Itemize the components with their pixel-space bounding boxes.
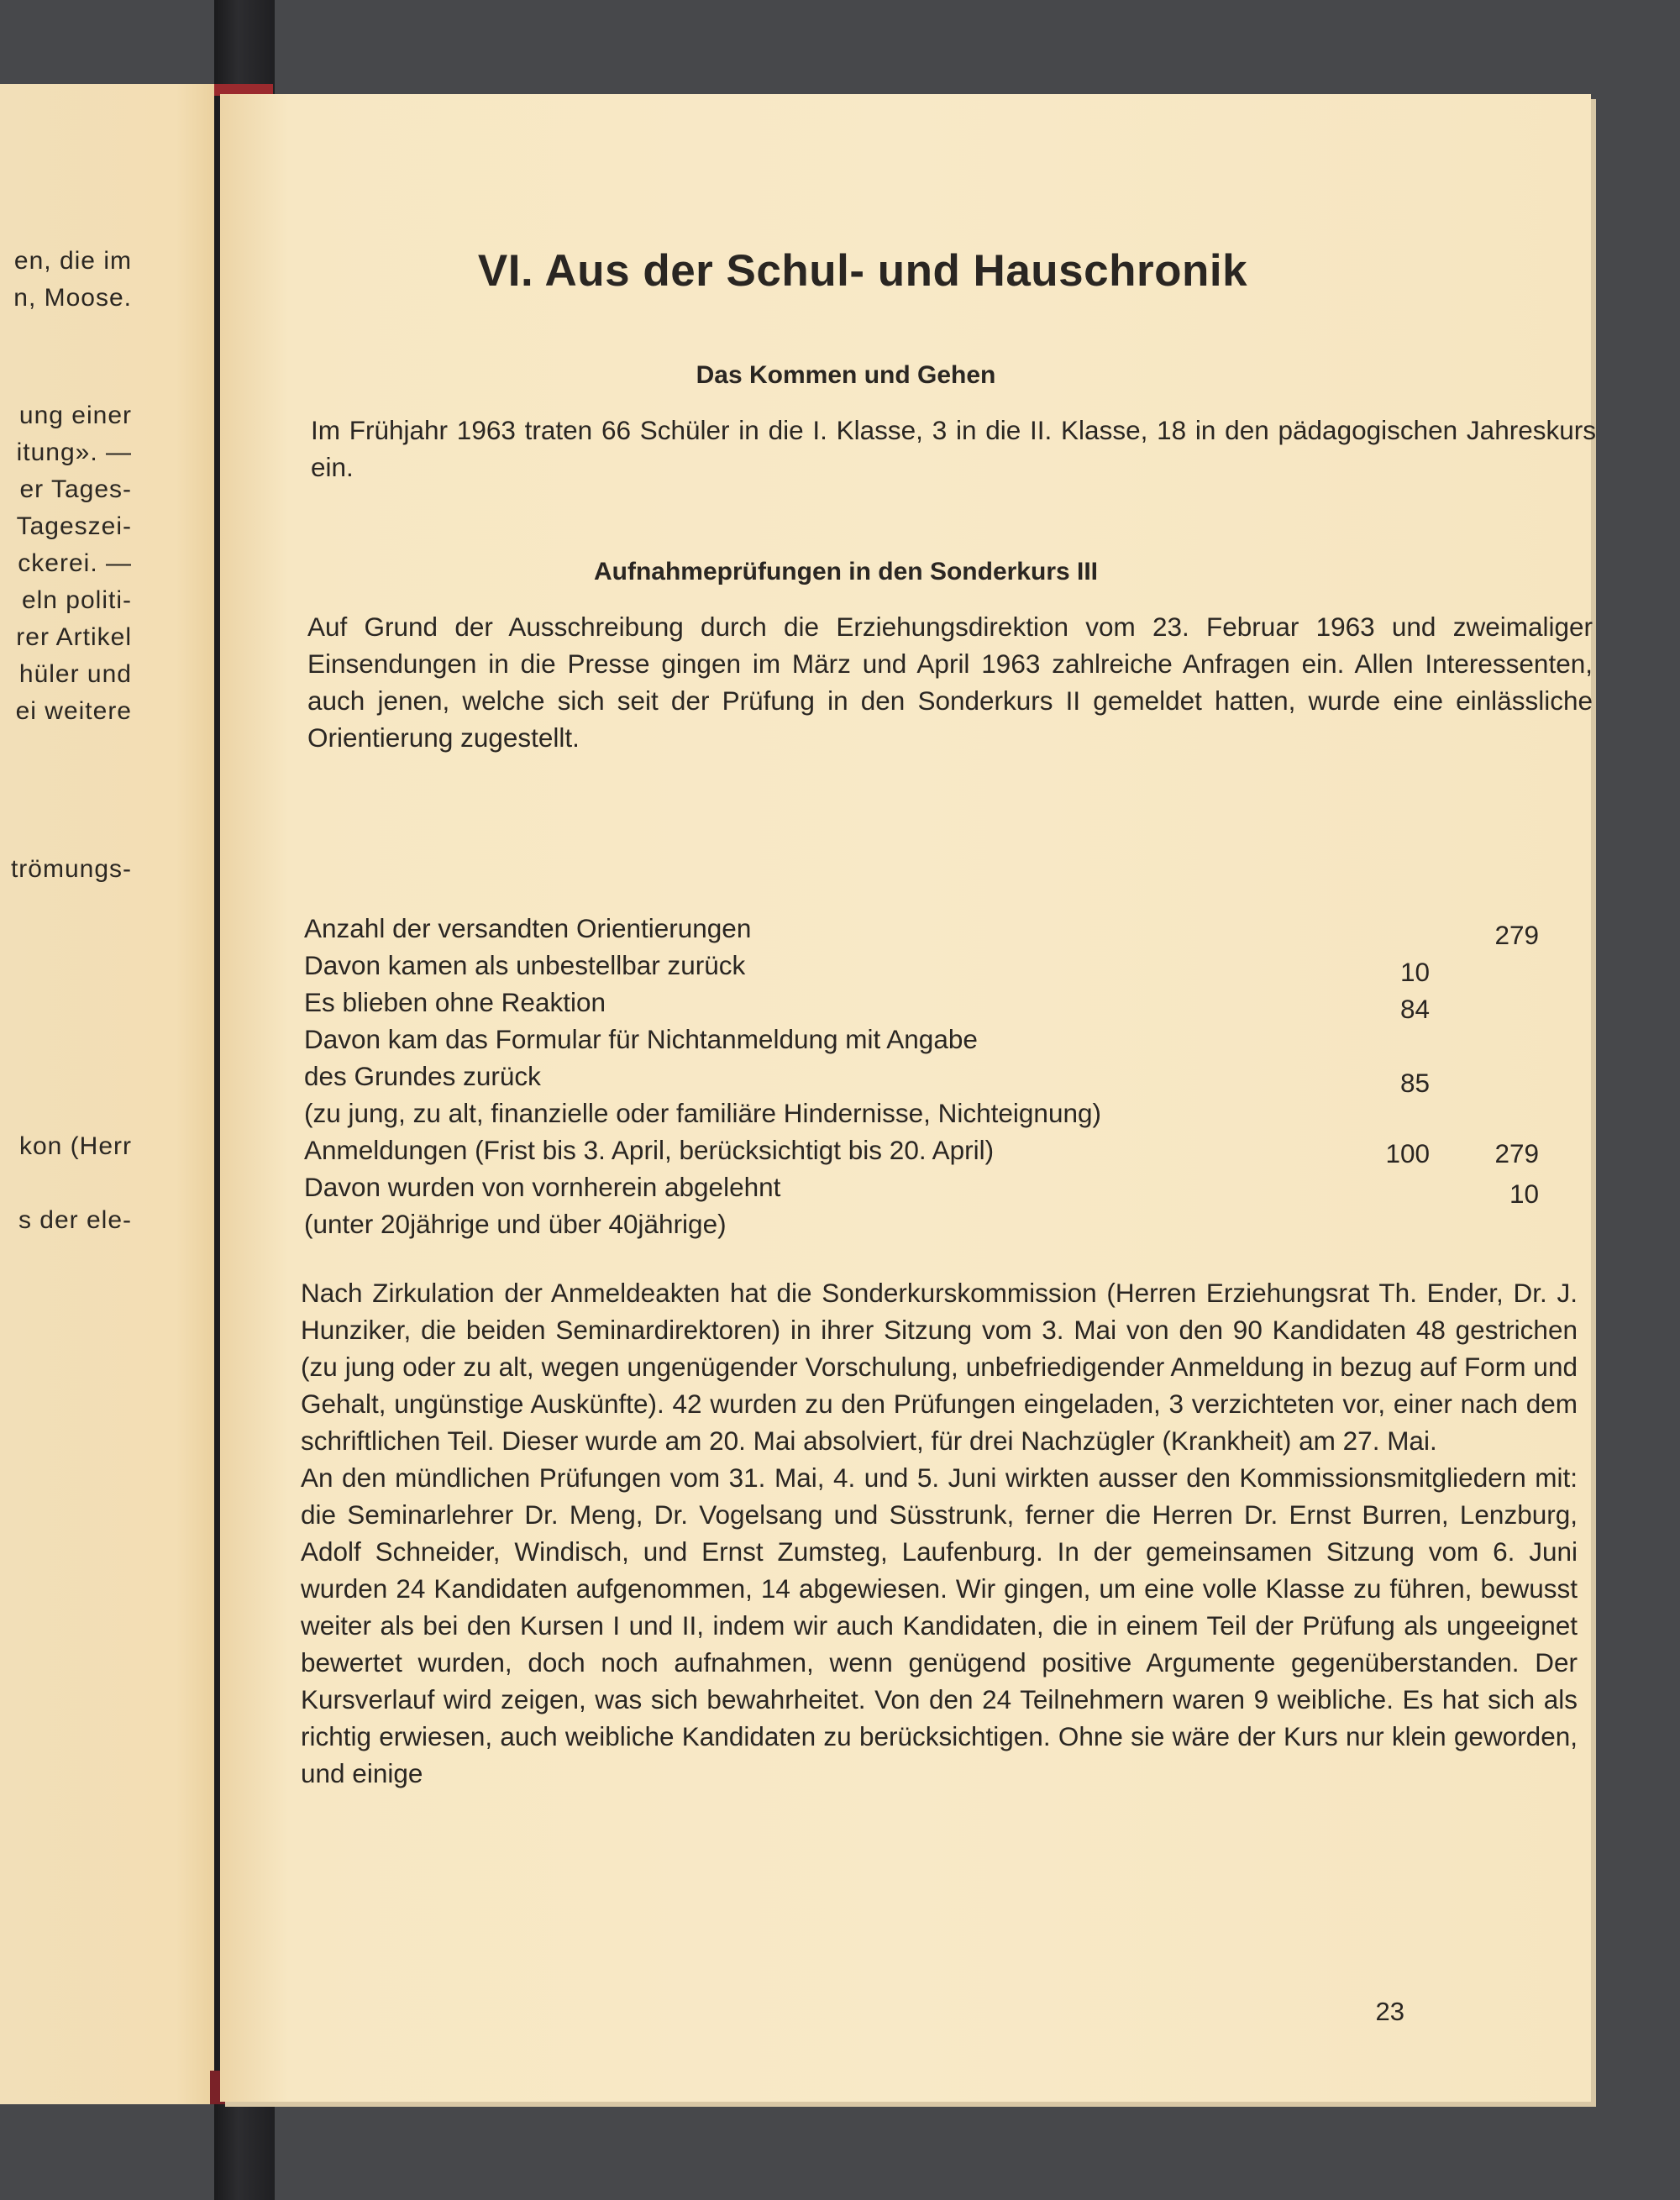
section-heading: Aufnahmeprüfungen in den Sonderkurs III <box>593 558 1099 585</box>
stat-total: 279 <box>1494 920 1539 950</box>
paragraph-text: Auf Grund der Ausschreibung durch die Erziehungsdirektion vom 23. Februar 1963 und zweimaliger Einsendungen in die Presse gingen im März und April 1963 zahlreiche Anfragen ein. Allen Interessenten, auch jenen, welche sich seit der Prüfung in den Sonderkurs II gemeldet hatten, wurde eine einlässliche Orientierung zugestellt. <box>307 612 1593 753</box>
left-page-line: itung». — <box>16 438 132 466</box>
left-page-line: rer Artikel <box>16 623 132 651</box>
paragraph <box>311 412 1596 486</box>
stat-row <box>304 1172 1598 1209</box>
stat-row <box>304 1061 1598 1098</box>
paragraph-text: Im Frühjahr 1963 traten 66 Schüler in die I. Klasse, 3 in die II. Klasse, 18 in den pädagogischen Jahreskurs ein. <box>311 415 1596 482</box>
stat-label: (unter 20jährige und über 40jährige) <box>304 1209 727 1239</box>
left-page-line: hüler und <box>18 660 132 688</box>
left-facing-page <box>0 84 220 2104</box>
left-page-line: ckerei. — <box>18 549 132 577</box>
stat-label: Davon kam das Formular für Nichtanmeldung mit Angabe <box>304 1024 978 1054</box>
stat-label: Davon kamen als unbestellbar zurück <box>304 950 746 980</box>
stat-label: Anmeldungen (Frist bis 3. April, berücksichtigt bis 20. April) <box>304 1135 995 1165</box>
stat-row <box>304 987 1598 1024</box>
left-page-line: n, Moose. <box>13 284 132 312</box>
stat-total: 10 <box>1509 1179 1539 1209</box>
stat-label: Es blieben ohne Reaktion <box>304 987 606 1017</box>
stat-value: 100 <box>1385 1138 1430 1168</box>
left-page-line: ei weitere <box>15 697 132 725</box>
stat-row <box>304 1098 1598 1135</box>
stat-row <box>304 913 1598 950</box>
paragraph-text: Nach Zirkulation der Anmeldeakten hat die Sonderkurskommission (Herren Erziehungsrat Th. Ender, Dr. J. Hunziker, die beiden Seminardirektoren) in ihrer Sitzung vom 3. Mai von den 90 Kandidaten 48 gestrichen (zu jung oder zu alt, wegen ungenügender Vorschulung, unbefriedigender Anmeldung in bezug auf Form und Gehalt, ungünstige Auskünfte). 42 wurden zu den Prüfungen eingeladen, 3 verzichteten vor, einer nach dem schriftlichen Teil. Dieser wurde am 20. Mai absolviert, für drei Nachzügler (Krankheit) am 27. Mai. <box>301 1278 1578 1456</box>
left-page-line: s der ele- <box>18 1206 132 1234</box>
paragraph <box>301 1274 1578 1792</box>
stat-row <box>304 1024 1598 1061</box>
paragraph-text: An den mündlichen Prüfungen vom 31. Mai, 4. und 5. Juni wirkten ausser den Kommissionsmitgliedern mit: die Seminarlehrer Dr. Meng, Dr. Vogelsang und Süsstrunk, ferner die Herren Dr. Ernst Burren, Lenzburg, Adolf Schneider, Windisch, und Ernst Zumsteg, Laufenburg. In der gemeinsamen Sitzung vom 6. Juni wurden 24 Kandidaten aufgenommen, 14 abgewiesen. Wir gingen, um eine volle Klasse zu führen, bewusst weiter als bei den Kursen I und II, indem wir auch Kandidaten, die in einem Teil der Prüfung als ungeeignet bewertet wurden, doch noch aufnahmen, wenn genügend positive Argumente gegenüberstanden. Der Kursverlauf wird zeigen, was sich bewahrheitet. Von den 24 Teilnehmern waren 9 weibliche. Es hat sich als richtig erwiesen, auch weibliche Kandidaten zu berücksichtigen. Ohne sie wäre der Kurs nur klein geworden, und einige <box>301 1462 1578 1788</box>
left-page-line: eln politi- <box>21 586 132 614</box>
stat-label: Davon wurden von vornherein abgelehnt <box>304 1172 781 1202</box>
left-page-line: kon (Herr <box>18 1132 132 1160</box>
left-page-line: en, die im <box>13 247 132 275</box>
stat-value: 84 <box>1399 994 1430 1024</box>
left-page-line: er Tages- <box>19 475 132 503</box>
stat-row <box>304 1135 1598 1172</box>
chapter-title: VI. Aus der Schul- und Hauschronik <box>477 246 1248 296</box>
left-page-line: Tageszei- <box>16 512 132 540</box>
stat-value: 10 <box>1399 957 1430 987</box>
left-page-line: ung einer <box>18 402 132 429</box>
stat-row <box>304 950 1598 987</box>
stat-label: (zu jung, zu alt, finanzielle oder familiäre Hindernisse, Nichteignung) <box>304 1098 1101 1128</box>
stat-value: 85 <box>1399 1068 1430 1098</box>
stat-label: Anzahl der versandten Orientierungen <box>304 913 752 943</box>
left-page-line: trömungs- <box>10 855 132 883</box>
stat-row <box>304 1209 1598 1246</box>
section-heading: Das Kommen und Gehen <box>696 361 996 389</box>
stat-total: 279 <box>1494 1138 1539 1168</box>
page-number: 23 <box>1375 1997 1404 2026</box>
paragraph <box>307 608 1593 756</box>
stat-label: des Grundes zurück <box>304 1061 541 1091</box>
right-page <box>220 94 1596 2102</box>
